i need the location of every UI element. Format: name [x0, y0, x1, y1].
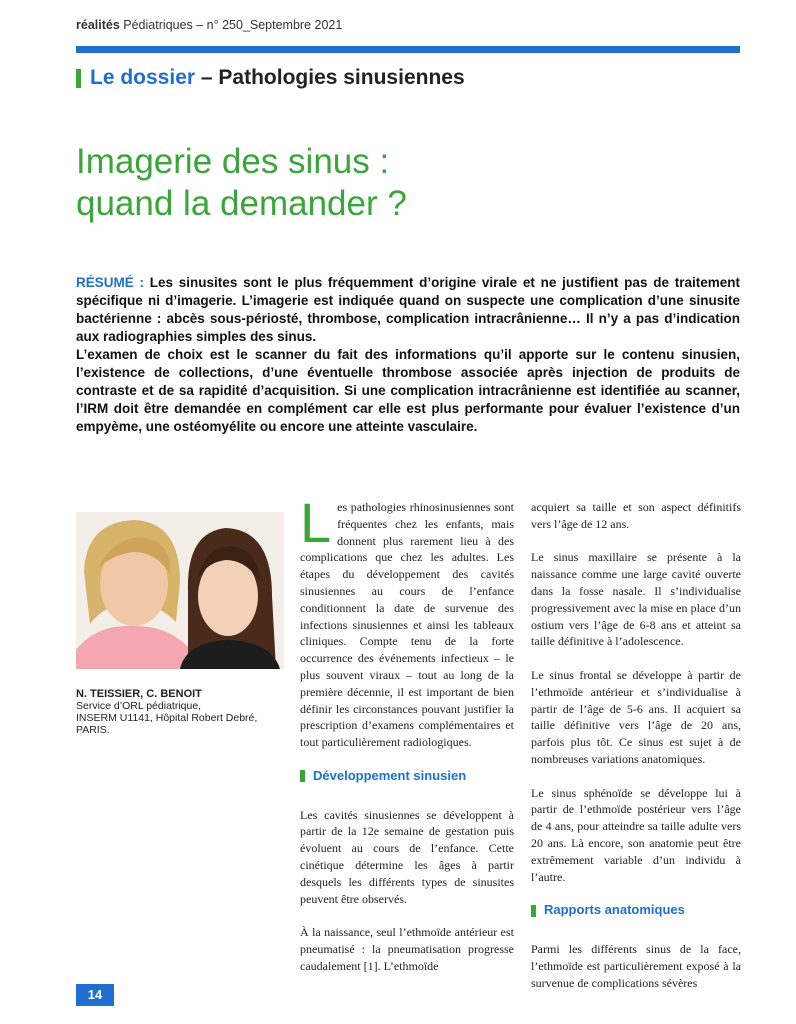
subheading-rapports: [531, 902, 741, 919]
article-title: [76, 141, 716, 225]
summary-para-2: L’examen de choix est le scanner du fait des informations qu’il apporte sur le contenu sinusien, l’existence de collections, d’une éventuelle thrombose associée après injection de produits de contraste et de sa rapidité d’acquisition. Si une complication intracrânienne est identifiée au scanner, l’IRM doit être demandée en complément car elle est plus performante pour évaluer l’existence d’un empyème, une ostéomyélite ou encore une atteinte vasculaire.: [76, 347, 740, 434]
title-line-2: quand la demander ?: [76, 184, 407, 223]
subheading-marker: [300, 770, 305, 782]
body-column-2: [300, 491, 514, 991]
header-rule: [76, 46, 740, 53]
body-column-3: [531, 499, 741, 1008]
running-header: [76, 18, 342, 32]
issue-info: Pédiatriques – n° 250_Septembre 2021: [123, 18, 343, 32]
journal-name: réalités: [76, 18, 120, 32]
body-paragraph: Les cavités sinusiennes se développent à partir de la 12e semaine de gestation puis évoluent au cours de l’enfance. Cette cinétique détermine les âges à partir desquels les différents types de sinusites peuvent être observés.: [300, 807, 514, 906]
body-paragraph: Le sinus sphénoïde se développe lui à partir de l’ethmoïde postérieur vers l’âge de 4 ans, pour atteindre sa taille adulte vers 20 ans. Là encore, son anatomie peut être extrêmement variable d’un individu à l’autre.: [531, 785, 741, 884]
intro-text: es pathologies rhinosinusiennes sont fréquentes chez les enfants, mais donnent plus rarement lieu à des complications que chez les adultes. Les étapes du développement des cavités sinusiennes au cours de l’enfance conditionnent la date de survenue des infections sinusiennes et ainsi les tableaux cliniques. Compte tenu de la forte occurrence des événements infectieux – le plus souvent viraux – tout au long de la première décennie, il est important de bien définir les circonstances pouvant justifier la prescription d’examens complémentaires et tout particulièrement radiologiques.: [300, 500, 514, 750]
body-paragraph: acquiert sa taille et son aspect définitifs vers l’âge de 12 ans.: [531, 500, 741, 531]
author-affiliation-1: Service d’ORL pédiatrique,: [76, 700, 202, 712]
body-paragraph: Le sinus maxillaire se présente à la naissance comme une large cavité ouverte dans la fosse nasale. Il s’individualise progressivement avec la mise en place d’un ostium vers l’âge de 6-8 ans et atteint sa taille définitive à l’adolescence.: [531, 550, 741, 649]
author-photo: [76, 512, 284, 669]
summary-para-1: [76, 274, 740, 346]
section-marker: [76, 69, 81, 88]
title-line-1: Imagerie des sinus :: [76, 142, 390, 181]
drop-cap: L: [300, 491, 332, 554]
author-portraits-image: [76, 512, 284, 669]
section-heading: [76, 66, 465, 90]
body-paragraph: À la naissance, seul l’ethmoïde antérieur est pneumatisé : la pneumatisation progresse caudalement [1]. L’ethmoïde: [300, 925, 514, 973]
subheading-text: Rapports anatomiques: [544, 902, 685, 918]
author-affiliation-2: INSERM U1141, Hôpital Robert Debré, PARIS.: [76, 712, 258, 736]
subheading-text: Développement sinusien: [313, 767, 467, 783]
body-paragraph: Le sinus frontal se développe à partir de l’ethmoïde antérieur et s’individualise à partir de l’âge de 5-6 ans. Il acquiert sa taille définitive vers l’âge de 20 ans, parfois plus tôt. Ce sinus est sujet à de nombreuses variations anatomiques.: [531, 667, 741, 766]
section-label: Le dossier: [90, 66, 196, 89]
summary-text-1: Les sinusites sont le plus fréquemment d’origine virale et ne justifient pas de traitement spécifique ni d’imagerie. L’imagerie est indiquée quand on suspecte une complication d’une sinusite bactérienne : abcès sous-périosté, thrombose, complication intracrânienne… Il n’y a pas d’indication aux radiographies simples des sinus.: [76, 275, 740, 344]
page-number: 14: [76, 984, 114, 1006]
summary-label: RÉSUMÉ :: [76, 275, 145, 290]
subheading-marker: [531, 905, 536, 917]
intro-paragraph: [300, 491, 514, 751]
summary-block: [76, 274, 740, 436]
section-topic: – Pathologies sinusiennes: [200, 66, 465, 89]
author-credits: [76, 688, 286, 736]
subheading-developpement: [300, 768, 514, 785]
body-paragraph: Parmi les différents sinus de la face, l’ethmoïde est particulièrement exposé à la survenue de complications sévères: [531, 941, 741, 990]
author-names: N. TEISSIER, C. BENOIT: [76, 688, 202, 700]
